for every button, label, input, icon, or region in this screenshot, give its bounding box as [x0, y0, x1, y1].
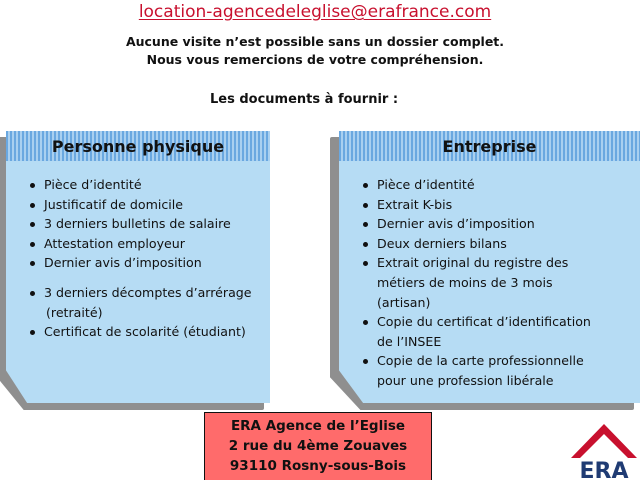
- card-entreprise: [333, 131, 640, 407]
- list-item: Dernier avis d’imposition: [363, 214, 630, 234]
- era-house-icon: [568, 420, 640, 480]
- document-list: [363, 175, 630, 391]
- list-item: Pièce d’identité: [363, 175, 630, 195]
- document-list: [30, 175, 260, 342]
- card-title: Entreprise: [442, 136, 537, 156]
- list-item: Copie de la carte professionnelle: [363, 351, 630, 371]
- list-item: Copie du certificat d’identification: [363, 312, 630, 332]
- notice-line-2: Nous vous remercions de votre compréhension.: [146, 52, 484, 67]
- contact-email-link[interactable]: location-agencedeleglise@erafrance.com: [138, 2, 492, 22]
- list-item: 3 derniers décomptes d’arrérage: [30, 283, 260, 303]
- agency-city: 93110 Rosny-sous-Bois: [229, 458, 407, 474]
- documents-title: Les documents à fournir :: [210, 92, 399, 107]
- list-item-continuation: (retraité): [46, 304, 103, 320]
- list-item: Deux derniers bilans: [363, 234, 630, 254]
- agency-address-box: [204, 412, 432, 480]
- list-item-continuation: pour une profession libérale: [377, 372, 554, 388]
- era-logo-text: ERA: [579, 459, 629, 480]
- list-item: 3 derniers bulletins de salaire: [30, 214, 260, 234]
- list-item-continuation: (artisan): [377, 294, 431, 310]
- list-item: Extrait K-bis: [363, 195, 630, 215]
- list-item: Certificat de scolarité (étudiant): [30, 322, 260, 342]
- list-item: Justificatif de domicile: [30, 195, 260, 215]
- list-item: Extrait original du registre des: [363, 253, 630, 273]
- card-title: Personne physique: [51, 136, 225, 156]
- agency-name: ERA Agence de l’Eglise: [230, 418, 406, 434]
- list-item-continuation: de l’INSEE: [377, 333, 442, 349]
- notice-line-1: Aucune visite n’est possible sans un dossier complet.: [125, 34, 505, 49]
- card-personne-physique: [0, 131, 270, 407]
- list-item: Pièce d’identité: [30, 175, 260, 195]
- list-item: Attestation employeur: [30, 234, 260, 254]
- list-item-continuation: métiers de moins de 3 mois: [377, 274, 553, 290]
- list-item: Dernier avis d’imposition: [30, 253, 260, 273]
- era-logo: [568, 420, 640, 480]
- agency-street: 2 rue du 4ème Zouaves: [228, 438, 408, 454]
